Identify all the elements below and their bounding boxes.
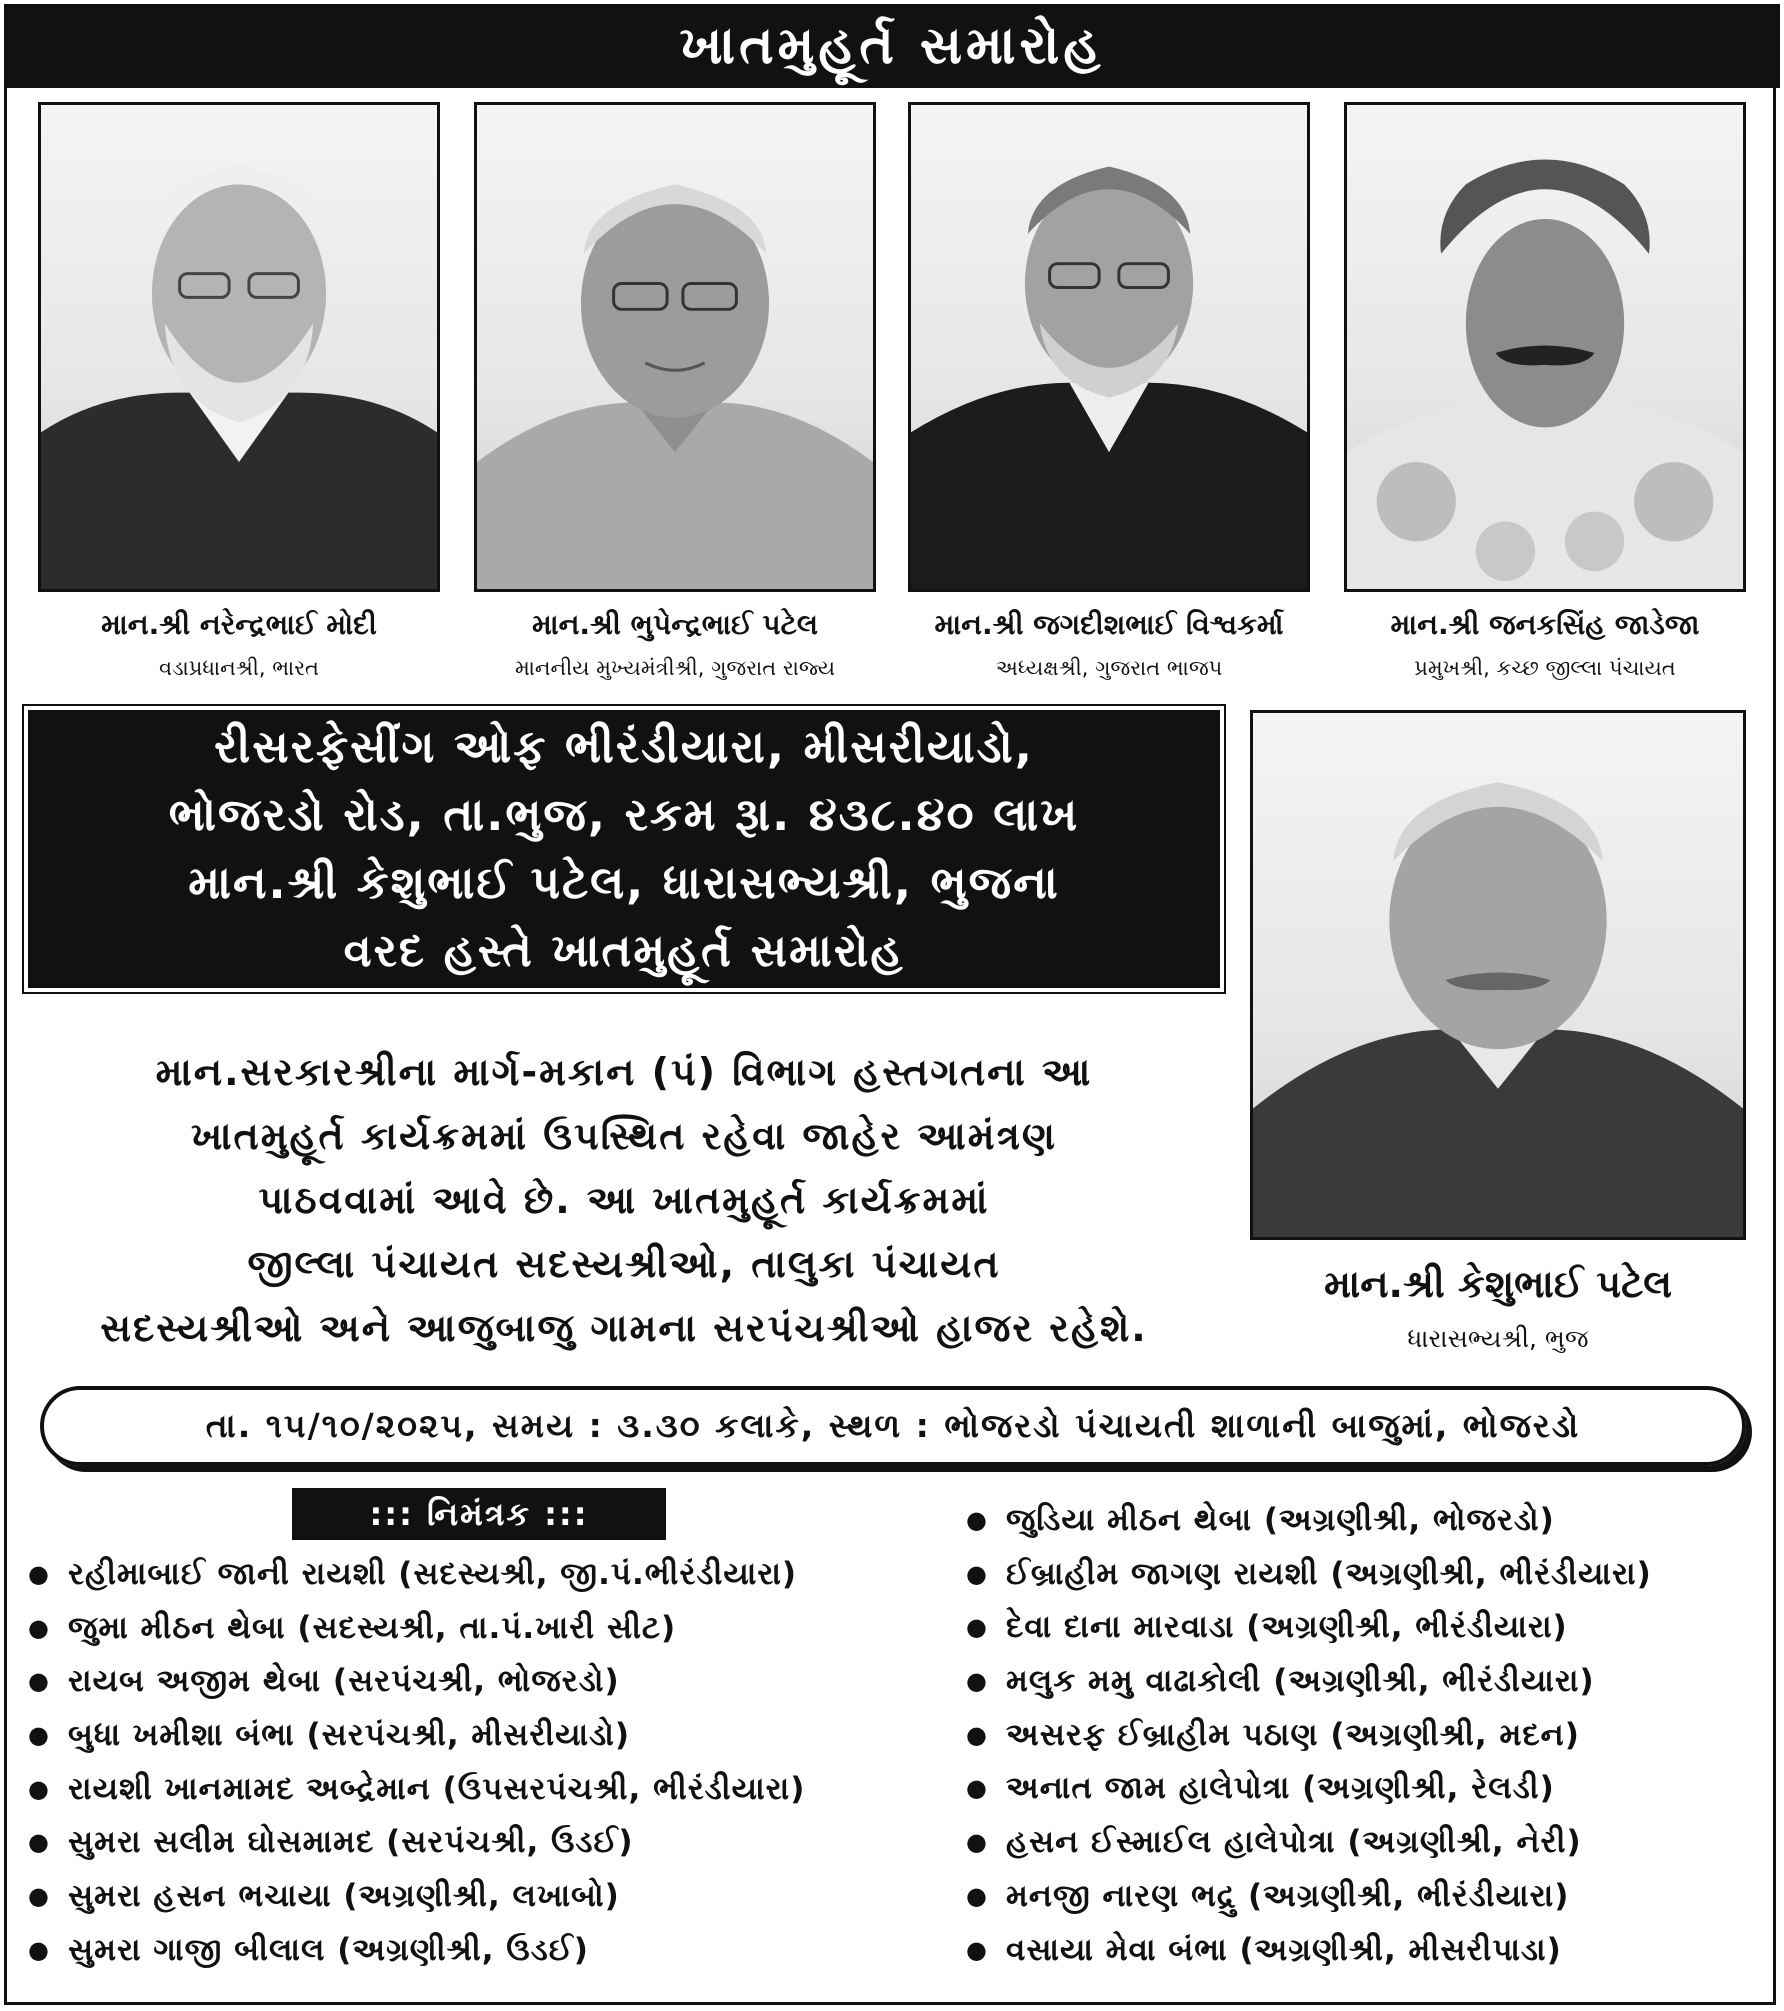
list-item: ● સુમરા હસન ભચાયા (અગ્રણીશ્રી, લખાબો) [28,1870,948,1924]
dignitary-name-2: માન.શ્રી ભુપેન્દ્રભાઈ પટેલ [531,608,819,641]
list-item: ● દેવા દાના મારવાડા (અગ્રણીશ્રી, ભીરંડીયારા) [966,1601,1766,1655]
dignitary-role-1: વડાપ્રધાનશ્રી, ભારત [159,656,319,680]
list-item: ● મલુક મમુ વાઢાકોલી (અગ્રણીશ્રી, ભીરંડીયારા) [966,1655,1766,1709]
list-item: ● રાયબ અજીમ થેબા (સરપંચશ્રી, ભોજરડો) [28,1655,948,1709]
list-item: ● અસરફ ઈબ્રાહીમ પઠાણ (અગ્રણીશ્રી, મદન) [966,1709,1766,1763]
list-item: ● ઈબ્રાહીમ જાગણ રાયશી (અગ્રણીશ્રી, ભીરંડીયારા) [966,1548,1766,1602]
portrait-photo-2 [474,102,876,592]
portrait-photo-4 [1344,102,1746,592]
invitation-line-2: ખાતમુહૂર્ત કાર્યક્રમમાં ઉપસ્થિત રહેવા જાહેર આમંત્રણ [190,1114,1058,1158]
project-headline [28,710,1220,988]
chief-guest-name: માન.શ્રી કેશુભાઈ પટેલ [1324,1262,1672,1306]
chief-guest-role: ધારાસભ્યશ્રી, ભુજ [1407,1324,1589,1353]
inviters-heading: ::: નિમંત્રક ::: [292,1488,666,1540]
list-item: ● રાયશી ખાનમામદ અબ્દ્રેમાન (ઉપસરપંચશ્રી, ભીરંડીયારા) [28,1763,948,1817]
event-info-box: તા. ૧૫/૧૦/૨૦૨૫, સમય : ૩.૩૦ કલાકે, સ્થળ : ભોજરડો પંચાયતી શાળાની બાજુમાં, ભોજરડો [40,1386,1746,1466]
invitation-paragraph [28,1040,1220,1360]
list-item: ● બુધા ખમીશા બંભા (સરપંચશ્રી, મીસરીયાડો) [28,1709,948,1763]
dignitary-name-4: માન.શ્રી જનકસિંહ જાડેજા [1390,608,1700,641]
list-item: ● સુમરા સલીમ ઘોસમામદ (સરપંચશ્રી, ઉડઈ) [28,1816,948,1870]
list-item: ● જુમા મીઠન થેબા (સદસ્યશ્રી, તા.પં.ખારી સીટ) [28,1602,948,1656]
list-item: ● હસન ઈસ્માઈલ હાલેપોત્રા (અગ્રણીશ્રી, નેરી) [966,1816,1766,1870]
inviters-list-left [28,1548,948,1978]
chief-guest-photo [1250,710,1746,1240]
dignitary-name-3: માન.શ્રી જગદીશભાઈ વિશ્વકર્મા [934,608,1284,641]
invitation-line-5: સદસ્યશ્રીઓ અને આજુબાજુ ગામના સરપંચશ્રીઓ હાજર રહેશે. [100,1306,1148,1350]
dignitary-role-2: માનનીય મુખ્યમંત્રીશ્રી, ગુજરાત રાજ્ય [514,656,836,680]
portrait-photo-3 [908,102,1310,592]
page-title: ખાતમુહૂર્ત સમારોહ [4,4,1780,88]
list-item: ● અનાત જામ હાલેપોત્રા (અગ્રણીશ્રી, રેલડી) [966,1762,1766,1816]
dignitary-role-4: પ્રમુખશ્રી, કચ્છ જીલ્લા પંચાયત [1414,656,1676,680]
list-item: ● મનજી નારણ ભદ્રુ (અગ્રણીશ્રી, ભીરંડીયારા) [966,1870,1766,1924]
headline-line-4: વરદ હસ્તે ખાતમુહૂર્ત સમારોહ [343,924,905,977]
dignitary-role-3: અધ્યક્ષશ્રી, ગુજરાત ભાજપ [995,656,1223,680]
headline-line-2: ભોજરડો રોડ, તા.ભુજ, રકમ રૂા. ૪૩૮.૪૦ લાખ [168,788,1080,841]
portrait-photo-1 [38,102,440,592]
inviters-list-right [966,1494,1766,1977]
dignitary-name-1: માન.શ્રી નરેન્દ્રભાઈ મોદી [101,608,377,641]
list-item: ● સુમરા ગાજી બીલાલ (અગ્રણીશ્રી, ઉડઈ) [28,1924,948,1978]
invitation-line-4: જીલ્લા પંચાયત સદસ્યશ્રીઓ, તાલુકા પંચાયત [247,1242,1001,1286]
headline-line-1: રીસરફેસીંગ ઓફ ભીરંડીયારા, મીસરીયાડો, [214,720,1034,773]
invitation-line-3: પાઠવવામાં આવે છે. આ ખાતમુહૂર્ત કાર્યક્રમમાં [258,1178,990,1222]
list-item: ● રહીમાબાઈ જાની રાયશી (સદસ્યશ્રી, જી.પં.ભીરંડીયારા) [28,1548,948,1602]
list-item: ● વસાયા મેવા બંભા (અગ્રણીશ્રી, મીસરીપાડા) [966,1924,1766,1978]
headline-line-3: માન.શ્રી કેશુભાઈ પટેલ, ધારાસભ્યશ્રી, ભુજના [188,856,1060,909]
list-item: ● જુડિયા મીઠન થેબા (અગ્રણીશ્રી, ભોજરડો) [966,1494,1766,1548]
invitation-line-1: માન.સરકારશ્રીના માર્ગ-મકાન (પં) વિભાગ હસ્તગતના આ [155,1050,1093,1094]
